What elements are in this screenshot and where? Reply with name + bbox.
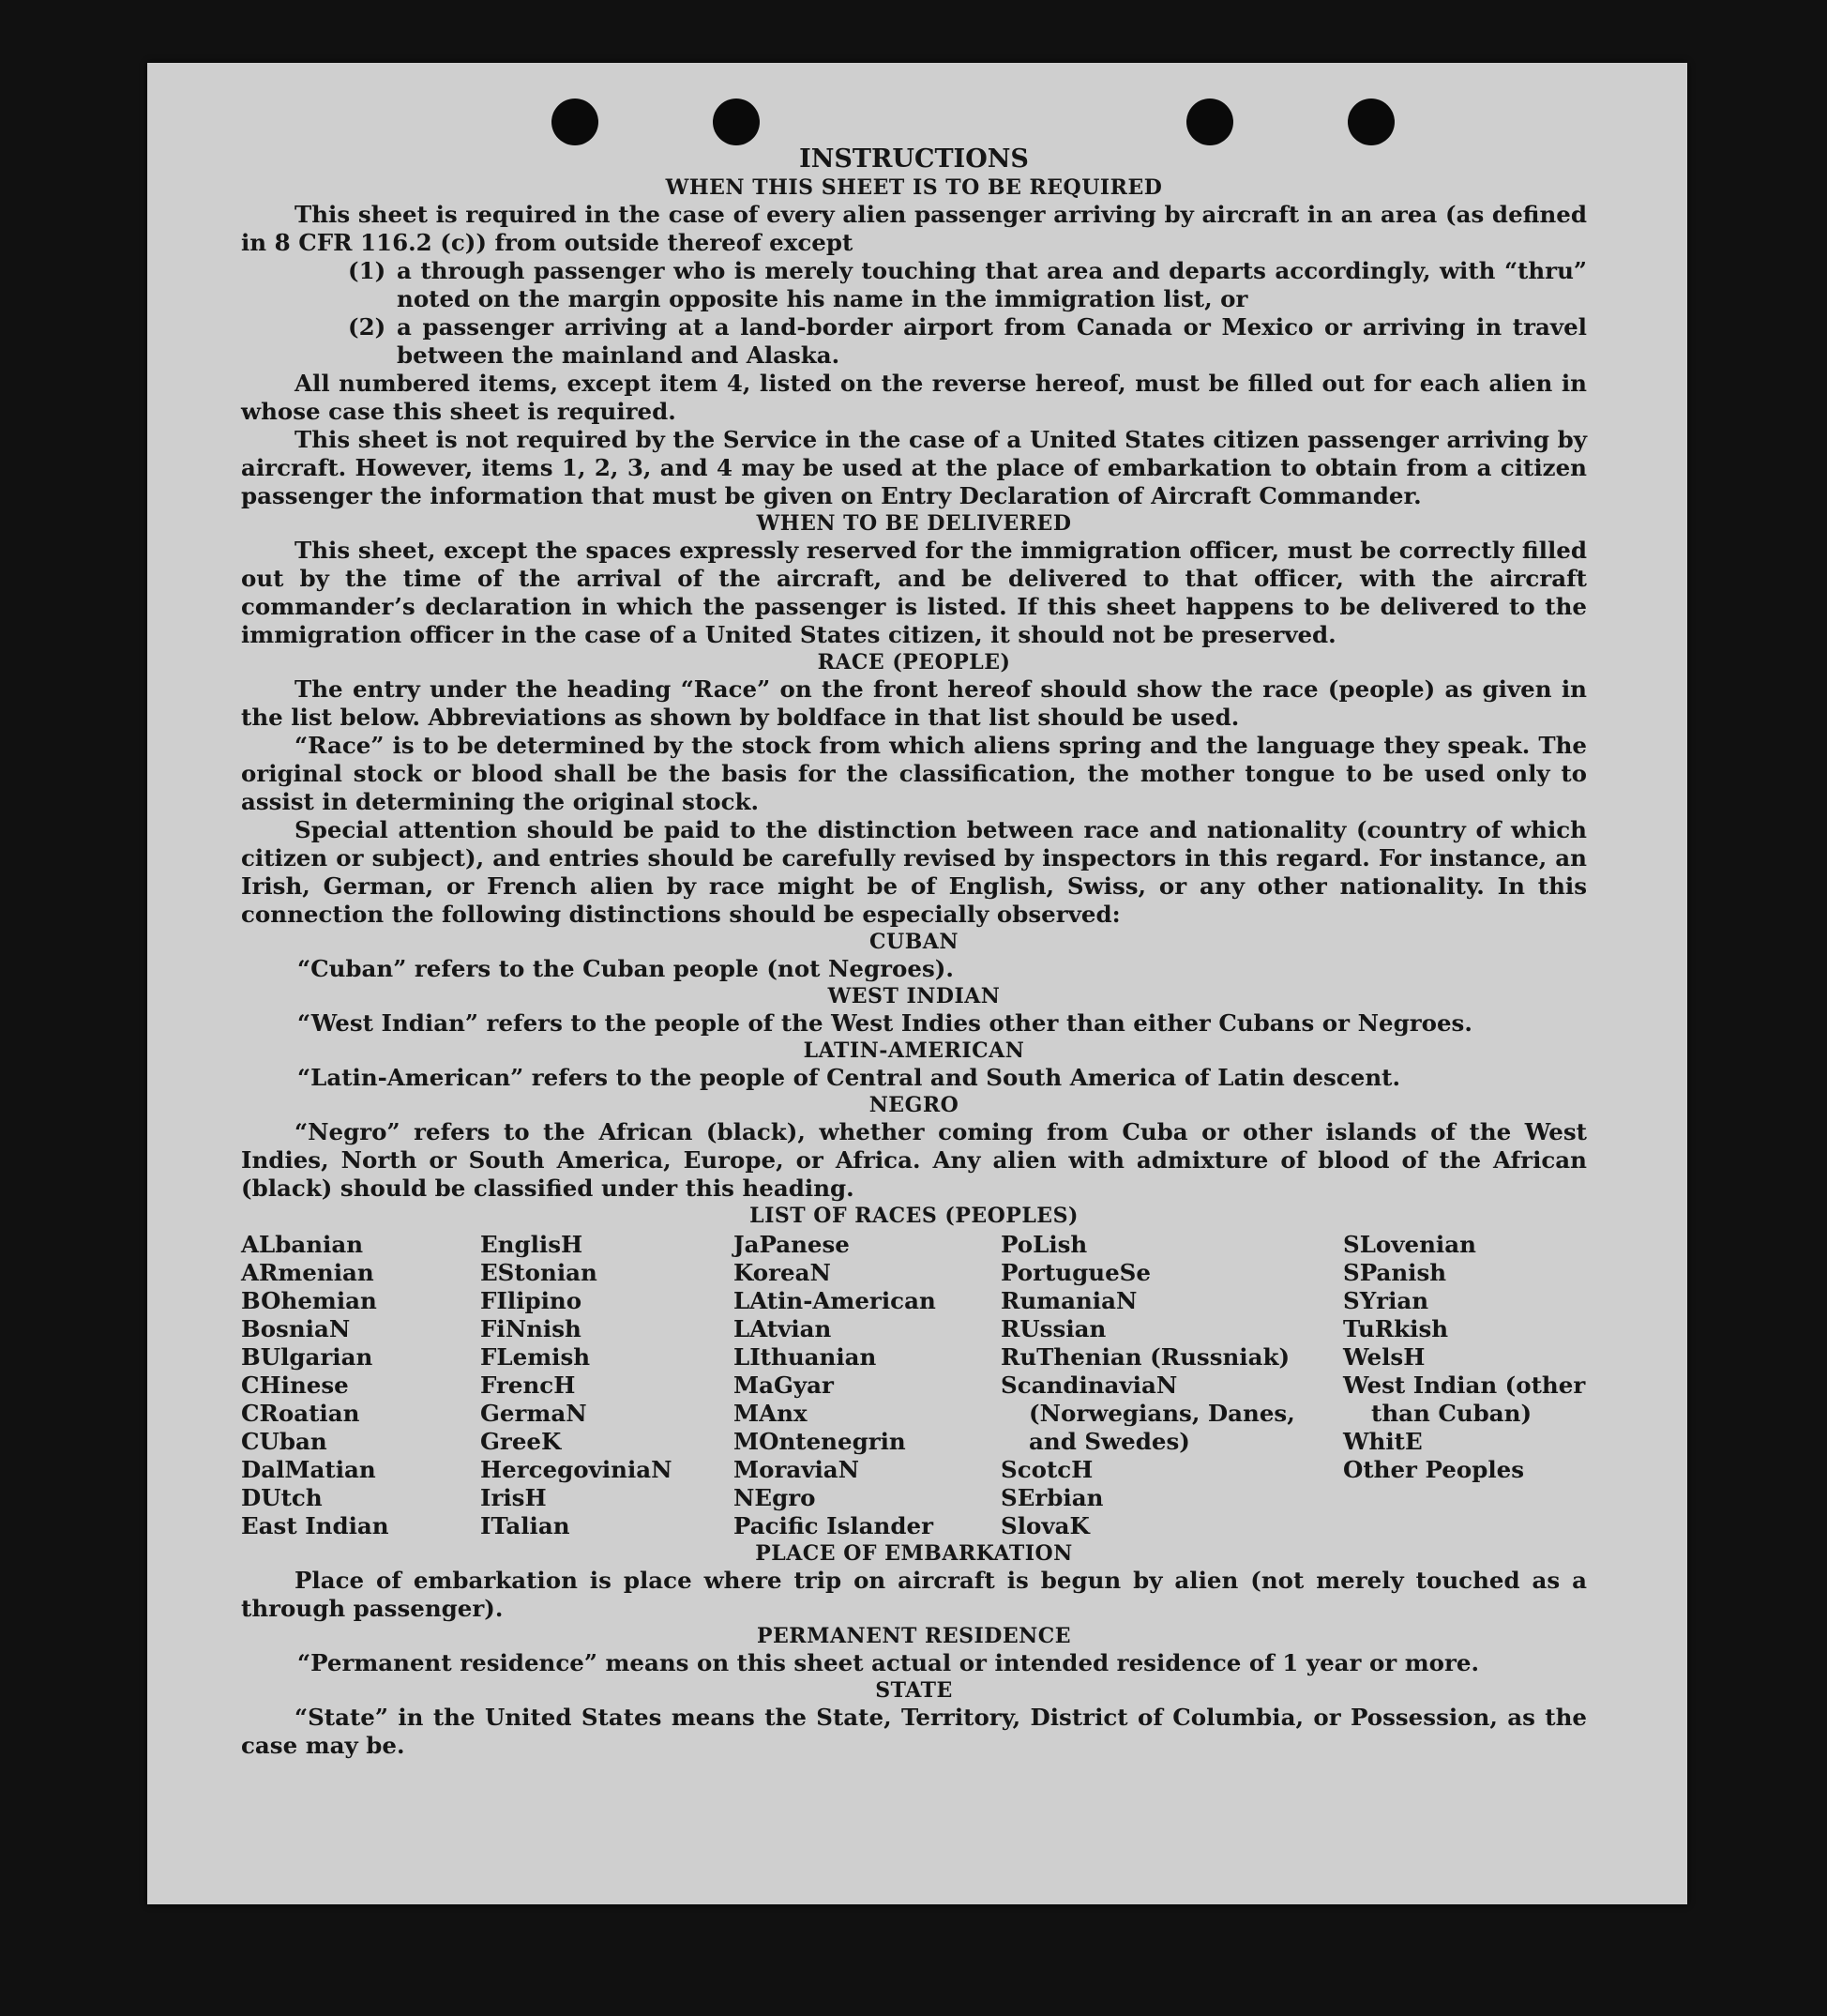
- punch-hole: [1348, 99, 1395, 145]
- race-entry: EnglisH: [480, 1231, 583, 1258]
- section-title-latin-american: LATIN-AMERICAN: [803, 1038, 1025, 1063]
- document-page: [147, 63, 1687, 1904]
- race-entry: East Indian: [241, 1512, 389, 1539]
- exception-text: a through passenger who is merely touching that area and departs accordingly, with “thru” noted on the margin opposite his name in the immigration list, or: [397, 257, 1587, 312]
- numbered-items-paragraph: All numbered items, except item 4, listed on the reverse hereof, must be filled out for each alien in whose case this sheet is required.: [241, 370, 1587, 425]
- section-title-embarkation: PLACE OF EMBARKATION: [755, 1541, 1073, 1566]
- page-title: INSTRUCTIONS: [799, 144, 1029, 174]
- delivery-paragraph: This sheet, except the spaces expressly reserved for the immigration officer, must be correctly filled out by the time of the arrival of the aircraft, and be delivered to that officer, with the aircraft commander’s declaration in which the passenger is listed. If this sheet happens to be delivered to the immigration officer in the case of a United States citizen, it should not be preserved.: [241, 537, 1587, 648]
- section-title-races-list: LIST OF RACES (PEOPLES): [749, 1204, 1079, 1228]
- section-title-residence: PERMANENT RESIDENCE: [757, 1624, 1071, 1648]
- race-paragraph: The entry under the heading “Race” on the front hereof should show the race (people) as given in the list below. Abbreviations as shown by boldface in that list should be used.: [241, 675, 1587, 731]
- race-entry: TuRkish: [1343, 1315, 1449, 1342]
- race-entry: RuThenian (Russniak): [1001, 1343, 1291, 1371]
- races-column: [733, 1231, 1001, 1540]
- race-entry: HercegoviniaN: [480, 1456, 672, 1483]
- exception-number: (2): [348, 313, 386, 341]
- state-definition: “State” in the United States means the State, Territory, District of Columbia, or Possession, as the case may be.: [241, 1704, 1587, 1759]
- race-entry: MOntenegrin: [733, 1428, 906, 1455]
- race-entry: ARmenian: [241, 1259, 374, 1286]
- races-column: [1343, 1231, 1587, 1540]
- race-entry: FrencH: [480, 1372, 576, 1399]
- race-entry: West Indian (other than Cuban): [1343, 1372, 1586, 1427]
- race-entry: SlovaK: [1001, 1512, 1090, 1539]
- section-title-state: STATE: [875, 1678, 953, 1703]
- race-entry: WelsH: [1343, 1343, 1426, 1371]
- race-entry: LAtvian: [733, 1315, 832, 1342]
- section-title-cuban: CUBAN: [869, 930, 959, 954]
- west-indian-definition: “West Indian” refers to the people of the West Indies other than either Cubans or Negroes.: [297, 1009, 1472, 1037]
- section-title-west-indian: WEST INDIAN: [827, 984, 1001, 1008]
- race-entry: ScandinaviaN (Norwegians, Danes, and Swedes): [1001, 1372, 1295, 1455]
- race-entry: GreeK: [480, 1428, 562, 1455]
- race-entry: ALbanian: [241, 1231, 364, 1258]
- cuban-definition: “Cuban” refers to the Cuban people (not Negroes).: [297, 955, 954, 982]
- race-entry: DUtch: [241, 1484, 323, 1511]
- races-column: [1001, 1231, 1343, 1540]
- race-entry: GermaN: [480, 1400, 587, 1427]
- race-entry: PortugueSe: [1001, 1259, 1151, 1286]
- race-paragraph: “Race” is to be determined by the stock from which aliens spring and the language they speak. The original stock or blood shall be the basis for the classification, the mother tongue to be used only to assist in determining the original stock.: [241, 732, 1587, 815]
- race-entry: MoraviaN: [733, 1456, 860, 1483]
- races-column: [480, 1231, 733, 1540]
- race-entry: SPanish: [1343, 1259, 1447, 1286]
- section-title-negro: NEGRO: [868, 1093, 959, 1117]
- race-entry: PoLish: [1001, 1231, 1088, 1258]
- punch-hole: [551, 99, 598, 145]
- race-entry: BosniaN: [241, 1315, 351, 1342]
- race-entry: LAtin-American: [733, 1287, 936, 1314]
- latin-american-definition: “Latin-American” refers to the people of Central and South America of Latin descent.: [297, 1064, 1400, 1091]
- race-entry: MaGyar: [733, 1372, 834, 1399]
- negro-definition: “Negro” refers to the African (black), whether coming from Cuba or other islands of the West Indies, North or South America, Europe, or Africa. Any alien with admixture of blood of the African (black) should be classified under this heading.: [241, 1118, 1587, 1202]
- race-entry: FiNnish: [480, 1315, 581, 1342]
- race-entry: EStonian: [480, 1259, 597, 1286]
- race-entry: SYrian: [1343, 1287, 1429, 1314]
- race-entry: RUssian: [1001, 1315, 1107, 1342]
- race-entry: SErbian: [1001, 1484, 1104, 1511]
- race-entry: FLemish: [480, 1343, 591, 1371]
- residence-definition: “Permanent residence” means on this sheet actual or intended residence of 1 year or more.: [297, 1649, 1480, 1676]
- exception-item: [241, 313, 1587, 370]
- race-entry: KoreaN: [733, 1259, 831, 1286]
- punch-hole: [1186, 99, 1233, 145]
- races-column: [241, 1231, 480, 1540]
- race-entry: ScotcH: [1001, 1456, 1094, 1483]
- race-entry: ITalian: [480, 1512, 570, 1539]
- exception-item: [241, 257, 1587, 313]
- race-entry: RumaniaN: [1001, 1287, 1138, 1314]
- exception-text: a passenger arriving at a land-border airport from Canada or Mexico or arriving in travel between the mainland and Alaska.: [397, 313, 1587, 369]
- race-entry: CHinese: [241, 1372, 349, 1399]
- race-entry: LIthuanian: [733, 1343, 877, 1371]
- embarkation-definition: Place of embarkation is place where trip on aircraft is begun by alien (not merely touched as a through passenger).: [241, 1567, 1587, 1622]
- section-title-delivered: WHEN TO BE DELIVERED: [756, 511, 1072, 536]
- race-entry: BUlgarian: [241, 1343, 373, 1371]
- race-entry: MAnx: [733, 1400, 808, 1427]
- required-intro: This sheet is required in the case of every alien passenger arriving by aircraft in an area (as defined in 8 CFR 116.2 (c)) from outside thereof except: [241, 201, 1587, 256]
- race-entry: CUban: [241, 1428, 327, 1455]
- instructions-text: [241, 144, 1587, 1760]
- exception-number: (1): [348, 257, 386, 284]
- race-paragraph: Special attention should be paid to the distinction between race and nationality (country of which citizen or subject), and entries should be carefully revised by inspectors in this regard. For instance, an Irish, German, or French alien by race might be of English, Swiss, or any other nationality. In this connection the following distinctions should be especially observed:: [241, 816, 1587, 928]
- race-entry: SLovenian: [1343, 1231, 1476, 1258]
- citizen-paragraph: This sheet is not required by the Service in the case of a United States citizen passenger arriving by aircraft. However, items 1, 2, 3, and 4 may be used at the place of embarkation to obtain from a citizen passenger the information that must be given on Entry Declaration of Aircraft Commander.: [241, 426, 1587, 509]
- races-list: [241, 1231, 1587, 1540]
- race-entry: NEgro: [733, 1484, 816, 1511]
- race-entry: DalMatian: [241, 1456, 376, 1483]
- race-entry: Other Peoples: [1343, 1456, 1525, 1483]
- race-entry: FIlipino: [480, 1287, 582, 1314]
- section-title-required: WHEN THIS SHEET IS TO BE REQUIRED: [665, 175, 1163, 200]
- race-entry: CRoatian: [241, 1400, 360, 1427]
- punch-hole: [713, 99, 760, 145]
- race-entry: WhitE: [1343, 1428, 1423, 1455]
- section-title-race: RACE (PEOPLE): [817, 650, 1011, 675]
- race-entry: BOhemian: [241, 1287, 377, 1314]
- race-entry: IrisH: [480, 1484, 547, 1511]
- race-entry: JaPanese: [733, 1231, 850, 1258]
- race-entry: Pacific Islander: [733, 1512, 933, 1539]
